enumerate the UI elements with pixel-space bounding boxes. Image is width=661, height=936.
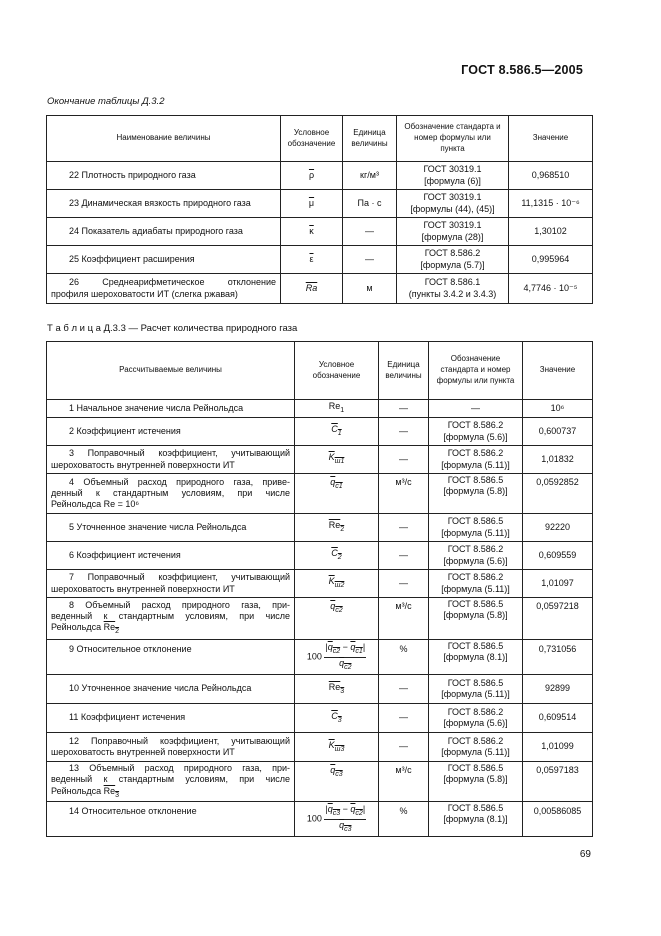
cell-value: 11,1315 · 10⁻⁶ bbox=[509, 190, 593, 218]
cell-name: 14 Относительное отклонение bbox=[47, 802, 295, 837]
cell-unit: — bbox=[379, 418, 429, 446]
table-row bbox=[47, 704, 593, 733]
cell-symbol: $C_3$ bbox=[295, 704, 379, 733]
cell-unit: — bbox=[379, 542, 429, 570]
column-header: Рассчитываемые величины bbox=[47, 342, 295, 400]
cell-reference: ГОСТ 8.586.2 [формула (5.7)] bbox=[397, 246, 509, 274]
table2-caption: Т а б л и ц а Д.3.3 — Расчет количества природного газа bbox=[47, 323, 298, 334]
cell-name: 10 Уточненное значение числа Рейнольдса bbox=[47, 675, 295, 704]
cell-value: 0,968510 bbox=[509, 162, 593, 190]
cell-value: 1,01099 bbox=[523, 733, 593, 762]
column-header: Единица величины bbox=[379, 342, 429, 400]
table-row bbox=[47, 190, 593, 218]
cell-reference: ГОСТ 8.586.2 [формула (5.11)] bbox=[429, 570, 523, 598]
cell-unit: Па · с bbox=[343, 190, 397, 218]
cell-value: 0,0597183 bbox=[523, 762, 593, 802]
cell-reference: ГОСТ 8.586.1 (пункты 3.4.2 и 3.4.3) bbox=[397, 274, 509, 304]
cell-unit: — bbox=[379, 733, 429, 762]
cell-name: 3 Поправочный коэффициент, учитывающий шероховатость внутренней поверхности ИТ bbox=[47, 446, 295, 474]
cell-value: 0,731056 bbox=[523, 640, 593, 675]
cell-name: 24 Показатель адиабаты природного газа bbox=[47, 218, 281, 246]
cell-unit: кг/м³ bbox=[343, 162, 397, 190]
cell-unit: — bbox=[379, 675, 429, 704]
cell-unit: — bbox=[343, 218, 397, 246]
cell-name: 1 Начальное значение числа Рейнольдса bbox=[47, 400, 295, 418]
table-d32-end bbox=[46, 115, 593, 304]
cell-name: 12 Поправочный коэффициент, учитывающий шероховатость внутренней поверхности ИТ bbox=[47, 733, 295, 762]
cell-symbol: $C_2$ bbox=[295, 542, 379, 570]
column-header: Наименование величины bbox=[47, 116, 281, 162]
cell-symbol: $\overline{Ra}$ bbox=[281, 274, 343, 304]
table-row bbox=[47, 640, 593, 675]
cell-formula: 100 $\frac{|q_{c3} - q_{c2}|}{q_{c3}}$ bbox=[295, 802, 379, 837]
cell-symbol: $K_{ш1}$ bbox=[295, 446, 379, 474]
cell-name: 11 Коэффициент истечения bbox=[47, 704, 295, 733]
cell-reference: ГОСТ 8.586.2 [формула (5.11)] bbox=[429, 733, 523, 762]
cell-reference: ГОСТ 8.586.5 [формула (5.11)] bbox=[429, 675, 523, 704]
cell-name: 8 Объемный расход природного газа, при- веденный к стандартным условиям, при числе Рейнольдса $Re_2$ bbox=[47, 598, 295, 640]
cell-value: 0,0597218 bbox=[523, 598, 593, 640]
cell-reference: — bbox=[429, 400, 523, 418]
cell-reference: ГОСТ 8.586.2 [формула (5.6)] bbox=[429, 418, 523, 446]
cell-unit: — bbox=[379, 704, 429, 733]
table-row bbox=[47, 598, 593, 640]
cell-value: 0,609514 bbox=[523, 704, 593, 733]
table-row bbox=[47, 762, 593, 802]
cell-value: 0,600737 bbox=[523, 418, 593, 446]
cell-value: 4,7746 · 10⁻⁵ bbox=[509, 274, 593, 304]
table-row bbox=[47, 446, 593, 474]
table-header-row bbox=[47, 342, 593, 400]
cell-unit: % bbox=[379, 802, 429, 837]
cell-symbol: $C_1$ bbox=[295, 418, 379, 446]
column-header: Условное обозначение bbox=[295, 342, 379, 400]
column-header: Обозначение стандарта и номер формулы или пункта bbox=[429, 342, 523, 400]
cell-symbol: $\overline{\kappa}$ bbox=[281, 218, 343, 246]
table-row bbox=[47, 418, 593, 446]
cell-value: 0,0592852 bbox=[523, 474, 593, 514]
cell-reference: ГОСТ 8.586.5 [формула (5.8)] bbox=[429, 474, 523, 514]
cell-unit: — bbox=[379, 446, 429, 474]
cell-unit: — bbox=[343, 246, 397, 274]
cell-symbol: $K_{ш2}$ bbox=[295, 570, 379, 598]
table-row bbox=[47, 514, 593, 542]
cell-reference: ГОСТ 8.586.2 [формула (5.6)] bbox=[429, 542, 523, 570]
table-row bbox=[47, 570, 593, 598]
table-row bbox=[47, 542, 593, 570]
cell-name: 13 Объемный расход природного газа, при- веденный к стандартным условиям, при числе Рейнольдса $Re_3$ bbox=[47, 762, 295, 802]
table1-caption: Окончание таблицы Д.3.2 bbox=[47, 96, 165, 107]
cell-name: 23 Динамическая вязкость природного газа bbox=[47, 190, 281, 218]
cell-name: 26 Среднеарифметическое отклонение профиля шероховатости ИТ (слегка ржавая) bbox=[47, 274, 281, 304]
page-number: 69 bbox=[579, 849, 591, 860]
cell-unit: м³/с bbox=[379, 474, 429, 514]
column-header: Условное обозначение bbox=[281, 116, 343, 162]
relative-deviation-formula: $\frac{|q_{c3} - q_{c2}|}{q_{c3}}$ bbox=[325, 804, 366, 833]
cell-symbol: $q_{c2}$ bbox=[295, 598, 379, 640]
cell-symbol: $Re_2$ bbox=[295, 514, 379, 542]
table-header-row bbox=[47, 116, 593, 162]
cell-reference: ГОСТ 8.586.2 [формула (5.11)] bbox=[429, 446, 523, 474]
cell-symbol: $q_{c3}$ bbox=[295, 762, 379, 802]
cell-name: 9 Относительное отклонение bbox=[47, 640, 295, 675]
column-header: Значение bbox=[523, 342, 593, 400]
cell-name: 2 Коэффициент истечения bbox=[47, 418, 295, 446]
cell-value: 92220 bbox=[523, 514, 593, 542]
cell-formula: 100 $\frac{|q_{c2} - q_{c1}|}{q_{c2}}$ bbox=[295, 640, 379, 675]
cell-unit: м³/с bbox=[379, 762, 429, 802]
cell-symbol: $q_{c1}$ bbox=[295, 474, 379, 514]
table-row bbox=[47, 218, 593, 246]
cell-unit: — bbox=[379, 570, 429, 598]
cell-name: 4 Объемный расход природного газа, приве- денный к стандартным условиям, при числе Рейнольдса Re = 10⁶ bbox=[47, 474, 295, 514]
cell-symbol: $K_{ш3}$ bbox=[295, 733, 379, 762]
cell-reference: ГОСТ 30319.1 [формулы (44), (45)] bbox=[397, 190, 509, 218]
cell-unit: м bbox=[343, 274, 397, 304]
table-row bbox=[47, 162, 593, 190]
cell-reference: ГОСТ 8.586.5 [формула (8.1)] bbox=[429, 640, 523, 675]
cell-reference: ГОСТ 8.586.5 [формула (8.1)] bbox=[429, 802, 523, 837]
cell-reference: ГОСТ 30319.1 [формула (28)] bbox=[397, 218, 509, 246]
column-header: Значение bbox=[509, 116, 593, 162]
table-row bbox=[47, 675, 593, 704]
document-header: ГОСТ 8.586.5—2005 bbox=[461, 63, 583, 77]
cell-value: 1,01832 bbox=[523, 446, 593, 474]
column-header: Обозначение стандарта и номер формулы или пункта bbox=[397, 116, 509, 162]
cell-unit: % bbox=[379, 640, 429, 675]
cell-value: 92899 bbox=[523, 675, 593, 704]
cell-value: 1,30102 bbox=[509, 218, 593, 246]
table-d33-gas-calculation bbox=[46, 341, 593, 837]
cell-symbol: $\overline{\rho}$ bbox=[281, 162, 343, 190]
cell-name: 7 Поправочный коэффициент, учитывающий шероховатость внутренней поверхности ИТ bbox=[47, 570, 295, 598]
cell-unit: — bbox=[379, 400, 429, 418]
cell-unit: м³/с bbox=[379, 598, 429, 640]
cell-reference: ГОСТ 8.586.5 [формула (5.11)] bbox=[429, 514, 523, 542]
cell-reference: ГОСТ 8.586.2 [формула (5.6)] bbox=[429, 704, 523, 733]
table-row bbox=[47, 474, 593, 514]
cell-value: 0,609559 bbox=[523, 542, 593, 570]
cell-value: 0,00586085 bbox=[523, 802, 593, 837]
cell-symbol: $\overline{\varepsilon}$ bbox=[281, 246, 343, 274]
cell-symbol: $Re_3$ bbox=[295, 675, 379, 704]
table-row bbox=[47, 733, 593, 762]
cell-reference: ГОСТ 30319.1 [формула (6)] bbox=[397, 162, 509, 190]
cell-unit: — bbox=[379, 514, 429, 542]
cell-name: 22 Плотность природного газа bbox=[47, 162, 281, 190]
relative-deviation-formula: $\frac{|q_{c2} - q_{c1}|}{q_{c2}}$ bbox=[325, 642, 366, 671]
cell-name: 25 Коэффициент расширения bbox=[47, 246, 281, 274]
table-row bbox=[47, 400, 593, 418]
cell-name: 6 Коэффициент истечения bbox=[47, 542, 295, 570]
table-row bbox=[47, 246, 593, 274]
cell-symbol: $Re_1$ bbox=[295, 400, 379, 418]
cell-reference: ГОСТ 8.586.5 [формула (5.8)] bbox=[429, 598, 523, 640]
cell-reference: ГОСТ 8.586.5 [формула (5.8)] bbox=[429, 762, 523, 802]
cell-symbol: $\overline{\mu}$ bbox=[281, 190, 343, 218]
column-header: Единица величины bbox=[343, 116, 397, 162]
cell-value: 10⁶ bbox=[523, 400, 593, 418]
cell-name: 5 Уточненное значение числа Рейнольдса bbox=[47, 514, 295, 542]
cell-value: 1,01097 bbox=[523, 570, 593, 598]
table-row bbox=[47, 274, 593, 304]
table-row bbox=[47, 802, 593, 837]
cell-value: 0,995964 bbox=[509, 246, 593, 274]
